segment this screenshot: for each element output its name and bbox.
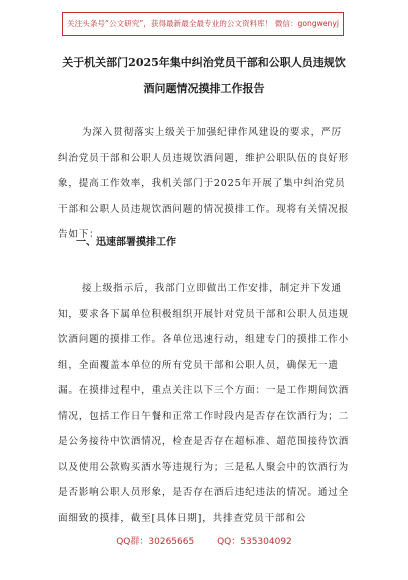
document-title-line-2: 酒问题情况摸排工作报告 <box>143 82 265 95</box>
section-1-text: 接上级指示后，我部门立即做出工作安排，制定并下发通知，要求各下属单位积极组织开展针对党员干部和公职人员违规饮酒问题的摸排工作。各单位迅速行动，组建专门的摸排工作小组，全面覆盖本单位的所有党员干部和公职人员，确保无一遗漏。在摸排过程中，重点关注以下三个方面：一是工作期间饮酒情况，包括工作日午餐和正常工作时段内是否存在饮酒行为；二是公务接待中饮酒情况，检查是否存在超标准、超范围接待饮酒以及使用公款购买酒水等违规行为；三是私人聚会中的饮酒行为是否影响公职人员形象，是否存在酒后违纪违法的情况。通过全面细致的摸排，截至[具体日期]，共排查党员干部和公 <box>58 283 350 524</box>
section-1-heading: 一、迅速部署摸排工作 <box>76 237 176 248</box>
footer-qq-number: QQ：535304092 <box>217 537 292 547</box>
header-banner: 关注头条号“公文研究”，获得最新最全最专业的公文资料库！ 微信：gongwenyj <box>62 12 344 36</box>
intro-paragraph <box>58 120 350 248</box>
intro-text: 为深入贯彻落实上级关于加强纪律作风建设的要求，严厉纠治党员干部和公职人员违规饮酒问题，维护公职队伍的良好形象，提高工作效率，我机关部门于2025年开展了集中纠治党员干部和公职人员违规饮酒问题的情况摸排工作。现将有关情况报告如下： <box>58 127 350 240</box>
document-title-line-1: 关于机关部门2025年集中纠治党员干部和公职人员违规饮 <box>62 56 346 69</box>
footer-contact <box>0 534 408 547</box>
section-1-paragraph <box>58 276 350 531</box>
footer-qq-group: QQ群：30265665 <box>116 537 195 547</box>
